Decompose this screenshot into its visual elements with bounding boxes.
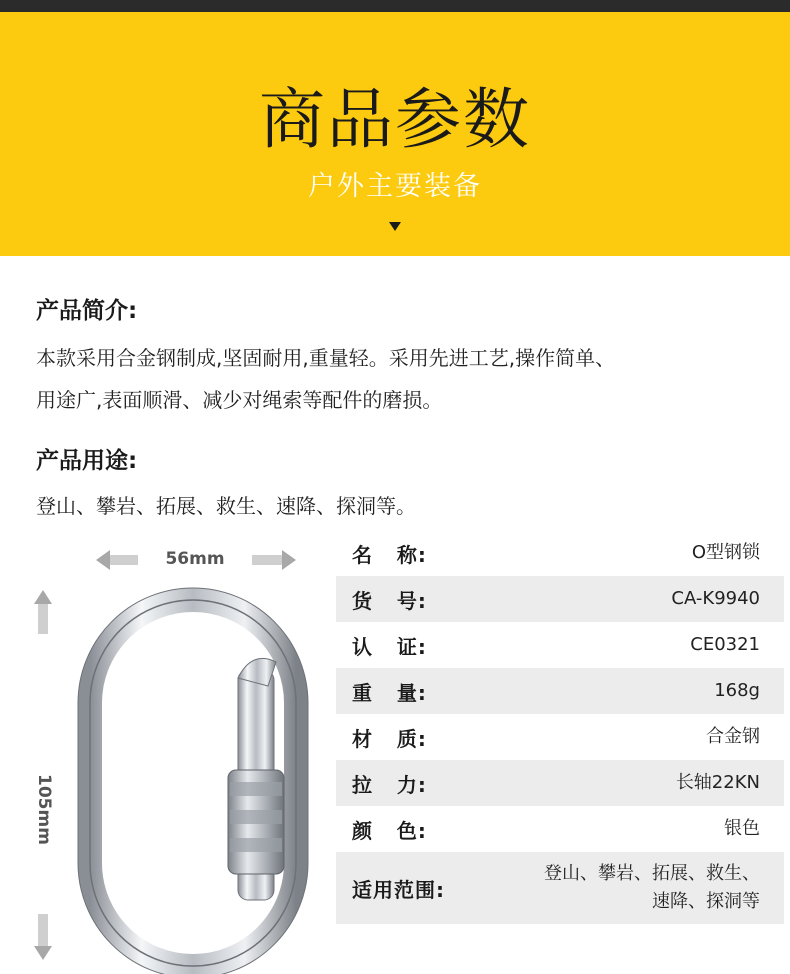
triangle-down-icon <box>389 222 401 231</box>
top-bar <box>0 0 790 12</box>
intro-line-1: 本款采用合金钢制成,坚固耐用,重量轻。采用先进工艺,操作简单、 <box>36 346 616 370</box>
spec-value <box>724 806 760 852</box>
spec-value-line: 登山、攀岩、拓展、救生、 <box>544 863 760 884</box>
product-illustration <box>0 538 330 974</box>
spec-table <box>336 530 784 924</box>
spec-key: 颜 色: <box>352 818 427 843</box>
spec-value-line: O型钢锁 <box>691 542 760 563</box>
banner-subtitle: 户外主要装备 <box>308 171 482 202</box>
spec-value-line: 速降、探洞等 <box>652 891 760 912</box>
spec-value <box>544 852 760 924</box>
carabiner-image <box>0 538 330 974</box>
spec-key: 拉 力: <box>352 772 427 797</box>
spec-value <box>671 576 760 622</box>
spec-key: 认 证: <box>352 634 427 659</box>
spec-key: 货 号: <box>352 588 427 613</box>
spec-value-line: 合金钢 <box>706 726 760 747</box>
spec-value-line: 168g <box>714 680 760 701</box>
spec-row-material <box>336 714 784 760</box>
spec-row-weight <box>336 668 784 714</box>
width-label: 56mm <box>165 549 225 569</box>
spec-key: 适用范围: <box>352 877 445 902</box>
spec-value-line: 银色 <box>724 818 760 839</box>
spec-value <box>676 760 760 806</box>
spec-value <box>692 530 760 576</box>
spec-row-cert <box>336 622 784 668</box>
usage-heading: 产品用途: <box>36 448 138 474</box>
banner-title: 商品参数 <box>259 81 531 158</box>
usage-text: 登山、攀岩、拓展、救生、速降、探洞等。 <box>36 494 416 518</box>
header-banner <box>0 12 790 256</box>
spec-row-name <box>336 530 784 576</box>
spec-value <box>706 714 760 760</box>
spec-key: 材 质: <box>352 726 427 751</box>
spec-key: 重 量: <box>352 680 427 705</box>
height-label: 105mm <box>34 774 54 845</box>
spec-row-strength <box>336 760 784 806</box>
intro-line-2: 用途广,表面顺滑、减少对绳索等配件的磨损。 <box>36 388 443 412</box>
spec-row-model <box>336 576 784 622</box>
spec-value-line: CE0321 <box>690 634 760 655</box>
spec-row-color <box>336 806 784 852</box>
spec-value-line: CA-K9940 <box>671 588 760 609</box>
intro-heading: 产品简介: <box>36 298 138 324</box>
spec-row-scope <box>336 852 784 924</box>
spec-value-line: 长轴22KN <box>675 772 760 793</box>
spec-value <box>690 622 760 668</box>
spec-value <box>714 668 760 714</box>
spec-key: 名 称: <box>352 542 427 567</box>
